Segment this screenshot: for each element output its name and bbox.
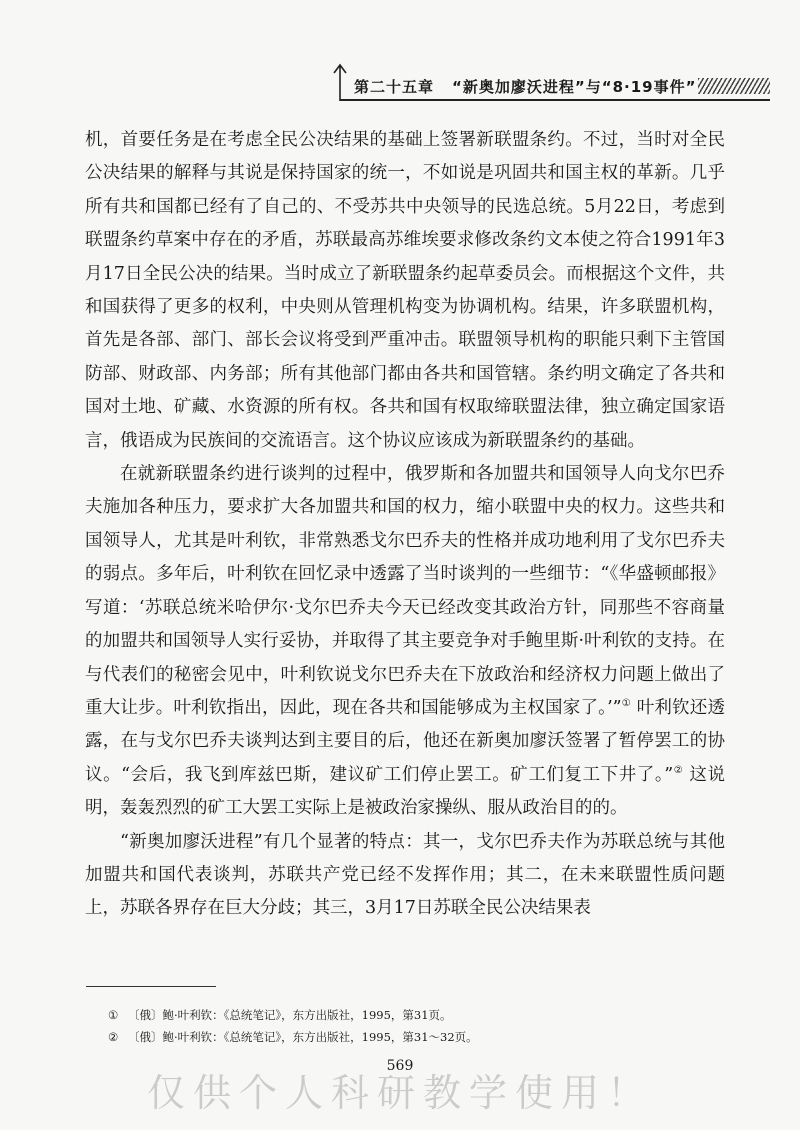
paragraph-2-part-1: 在就新联盟条约进行谈判的过程中，俄罗斯和各加盟共和国领导人向戈尔巴乔夫施加各种压力，要求扩大各加盟共和国的权力，缩小联盟中央的权力。这些共和国领导人，尤其是叶利钦，非常熟悉戈尔巴乔夫的性格并成功地利用了戈尔巴乔夫的弱点。多年后，叶利钦在回忆录中透露了当时谈判的一些细节：“《华盛顿邮报》写道：‘苏联总统米哈伊尔·戈尔巴乔夫今天已经改变其政治方针，同那些不容商量的加盟共和国领导人实行妥协，并取得了其主要竞争对手鲍里斯·叶利钦的支持。在与代表们的秘密会见中，叶利钦说戈尔巴乔夫在下放政治和经济权力问题上做出了重大让步。叶利钦指出，因此，现在各共和国能够成为主权国家了。’” xyxy=(85,464,725,718)
chapter-title xyxy=(354,76,696,97)
footnotes xyxy=(108,1004,728,1048)
paragraph-2 xyxy=(85,458,725,825)
running-header xyxy=(330,62,770,102)
paragraph-2-part-2: 叶利钦还透露，在与戈尔巴乔夫谈判达到主要目的后，他还在新奥加廖沃签署了暂停罢工的协议。“会后，我飞到库兹巴斯，建议矿工们停止罢工。矿工们复工下井了。” xyxy=(85,697,726,785)
footnote-divider xyxy=(86,986,216,987)
footnote-1-mark: ① xyxy=(108,1008,119,1022)
chapter-number: 第二十五章 xyxy=(354,78,435,96)
footnote-2-mark: ② xyxy=(108,1030,119,1044)
footnote-ref-2[interactable]: ② xyxy=(673,764,684,776)
footnote-1 xyxy=(108,1004,728,1026)
body-text xyxy=(85,124,725,926)
footnote-ref-1[interactable]: ① xyxy=(621,697,631,709)
header-rule xyxy=(340,99,770,101)
footnote-2-text: 〔俄〕鲍·叶利钦：《总统笔记》，东方出版社，1995，第31～32页。 xyxy=(128,1030,478,1044)
page-number: 569 xyxy=(386,1058,414,1074)
watermark: 仅供个人科研教学使用！ xyxy=(146,1071,653,1115)
paragraph-1: 机，首要任务是在考虑全民公决结果的基础上签署新联盟条约。不过，当时对全民公决结果的解释与其说是保持国家的统一，不如说是巩固共和国主权的革新。几乎所有共和国都已经有了自己的、不受苏共中央领导的民选总统。5月22日，考虑到联盟条约草案中存在的矛盾，苏联最高苏维埃要求修改条约文本使之符合1991年3月17日全民公决的结果。当时成立了新联盟条约起草委员会。而根据这个文件，共和国获得了更多的权利，中央则从管理机构变为协调机构。结果，许多联盟机构，首先是各部、部门、部长会议将受到严重冲击。联盟领导机构的职能只剩下主管国防部、财政部、内务部；所有其他部门都由各共和国管辖。条约明文确定了各共和国对土地、矿藏、水资源的所有权。各共和国有权取缔联盟法律，独立确定国家语言，俄语成为民族间的交流语言。这个协议应该成为新联盟条约的基础。 xyxy=(85,130,725,451)
header-decoration xyxy=(698,78,770,94)
chapter-name: “新奥加廖沃进程”与“8·19事件” xyxy=(452,78,697,96)
paragraph-3: “新奥加廖沃进程”有几个显著的特点：其一，戈尔巴乔夫作为苏联总统与其他加盟共和国代表谈判，苏联共产党已经不发挥作用；其二，在未来联盟性质问题上，苏联各界存在巨大分歧；其三，3月17日苏联全民公决结果表 xyxy=(85,831,725,919)
up-arrow-icon xyxy=(330,62,350,102)
footnote-2 xyxy=(108,1026,728,1048)
footnote-1-text: 〔俄〕鲍·叶利钦：《总统笔记》，东方出版社，1995，第31页。 xyxy=(128,1008,452,1022)
paragraph-2-part-3: 这说明，轰轰烈烈的矿工大罢工实际上是被政治家操纵、服从政治目的的。 xyxy=(85,764,725,819)
